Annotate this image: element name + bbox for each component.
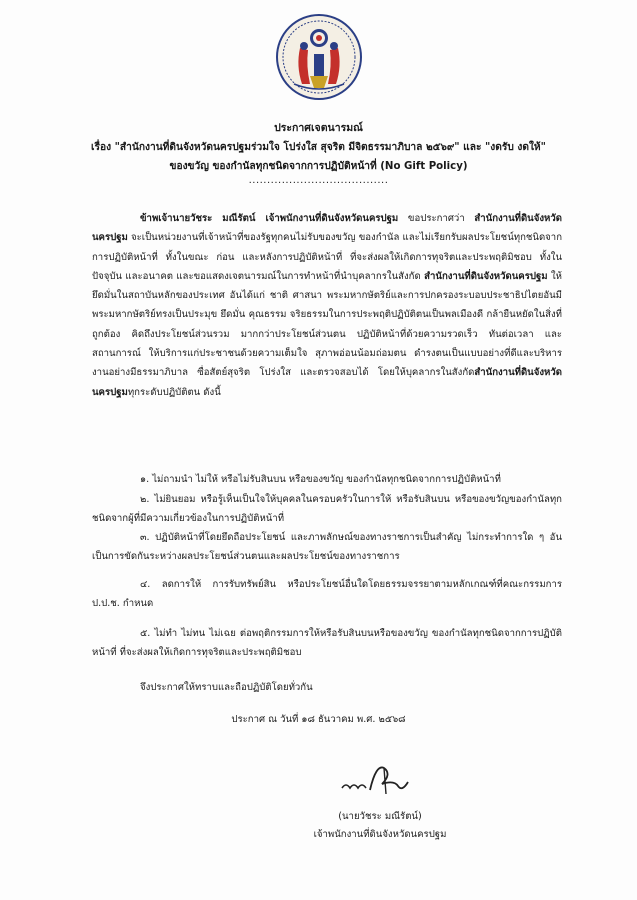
subject-line-2: ของขวัญ ของกำนัลทุกชนิดจากการปฏิบัติหน้าที่ (No Gift Policy) <box>169 161 468 172</box>
office-name: สำนักงานที่ดินจังหวัดนครปฐม <box>92 367 562 398</box>
intro-text: จะเป็นหน่วยงานที่เจ้าหน้าที่ของรัฐทุกคนไม่รับของขวัญ ของกำนัล และไม่เรียกรับผลประโยชน์ทุกชนิดจากการปฏิบัติหน้าที่ ทั้งในขณะ ก่อน และหลังการปฏิบัติหน้าที่ ที่จะส่งผลให้เกิดการทุจริตและประพฤติมิชอบ ทั้งในปัจจุบัน และอนาคต และขอแสดงเจตนารมณ์ในการทำหน้าที่นำบุคลากรในสังกัด <box>92 232 562 282</box>
provincial-seal-icon <box>276 14 362 100</box>
list-item: ๒. ไม่ยินยอม หรือรู้เห็นเป็นใจให้บุคคลในครอบครัวในการให้ หรือรับสินบน หรือของขวัญของกำนัลทุกชนิดจากผู้ที่มีความเกี่ยวข้องในการปฏิบัติหน้าที่ <box>92 494 562 525</box>
document-title: ประกาศเจตนารมณ์ <box>274 122 363 134</box>
list-item: ๕. ไม่ทำ ไม่ทน ไม่เฉย ต่อพฤติกรรมการให้หรือรับสินบนหรือของขวัญ ของกำนัลทุกชนิดจากการปฏิบัติหน้าที่ ที่จะส่งผลให้เกิดการทุจริตและประพฤติมิชอบ <box>92 628 562 659</box>
office-name: สำนักงานที่ดินจังหวัดนครปฐม <box>92 213 562 244</box>
intro-text: ให้ยึดมั่นในสถาบันหลักของประเทศ อันได้แก่ ชาติ ศาสนา พระมหากษัตริย์และการปกครองระบอบประชาธิปไตยอันมีพระมหากษัตริย์ทรงเป็นประมุข ยึดมั่น คุณธรรม จริยธรรมในการประพฤติปฏิบัติตนเป็นพลเมืองดี กล้ายืนหยัดในสิ่งที่ถูกต้อง คิดถึงประโยชน์ส่วนรวม มากกว่าประโยชน์ส่วนตน ปฏิบัติหน้าที่ด้วยความรวดเร็ว ทันต่อเวลา และสถานการณ์ ให้บริการแก่ประชาชนด้วยความเต็มใจ สุภาพอ่อนน้อมถ่อมตน ดำรงตนเป็นแบบอย่างที่ดีและบริหารงานอย่างมีธรรมาภิบาล ซื่อสัตย์สุจริต โปร่งใส และตรวจสอบได้ โดยให้บุคลากรในสังกัด <box>92 270 562 379</box>
intro-paragraph <box>92 209 562 402</box>
list-item: ๑. ไม่ถามนำ ไม่ให้ หรือไม่รับสินบน หรือของขวัญ ของกำนัลทุกชนิดจากการปฏิบัติหน้าที่ <box>140 474 501 485</box>
signature-icon <box>336 758 416 798</box>
intro-text: ขอประกาศว่า <box>398 213 475 224</box>
separator-dots: ...................................... <box>248 175 389 186</box>
intro-text: ทุกระดับปฏิบัติตน ดังนี้ <box>127 386 221 398</box>
closing-statement: จึงประกาศให้ทราบและถือปฏิบัติโดยทั่วกัน <box>140 682 313 693</box>
subject-line-1: เรื่อง "สำนักงานที่ดินจังหวัดนครปฐมร่วมใจ โปร่งใส สุจริต มีจิตธรรมาภิบาล ๒๕๖๙" และ "งดรับ งดให้" <box>91 142 546 153</box>
signer-name: (นายวัชระ มณีรัตน์) <box>338 811 422 822</box>
list-item: ๓. ปฏิบัติหน้าที่โดยยึดถือประโยชน์ และภาพลักษณ์ของทางราชการเป็นสำคัญ ไม่กระทำการใด ๆ อันเป็นการขัดกันระหว่างผลประโยชน์ส่วนตนและผลประโยชน์ของทางราชการ <box>92 532 562 563</box>
list-item: ๔. ลดการให้ การรับทรัพย์สิน หรือประโยชน์อื่นใดโดยธรรมจรรยาตามหลักเกณฑ์ที่คณะกรรมการ ป.ป.ช. กำหนด <box>92 579 562 610</box>
signer-position: เจ้าพนักงานที่ดินจังหวัดนครปฐม <box>313 829 447 840</box>
announcement-date: ประกาศ ณ วันที่ ๑๘ ธันวาคม พ.ศ. ๒๕๖๘ <box>231 714 406 725</box>
office-name: สำนักงานที่ดินจังหวัดนครปฐม <box>424 270 548 282</box>
intro-declarant: ข้าพเจ้านายวัชระ มณีรัตน์ เจ้าพนักงานที่ดินจังหวัดนครปฐม <box>140 213 399 224</box>
